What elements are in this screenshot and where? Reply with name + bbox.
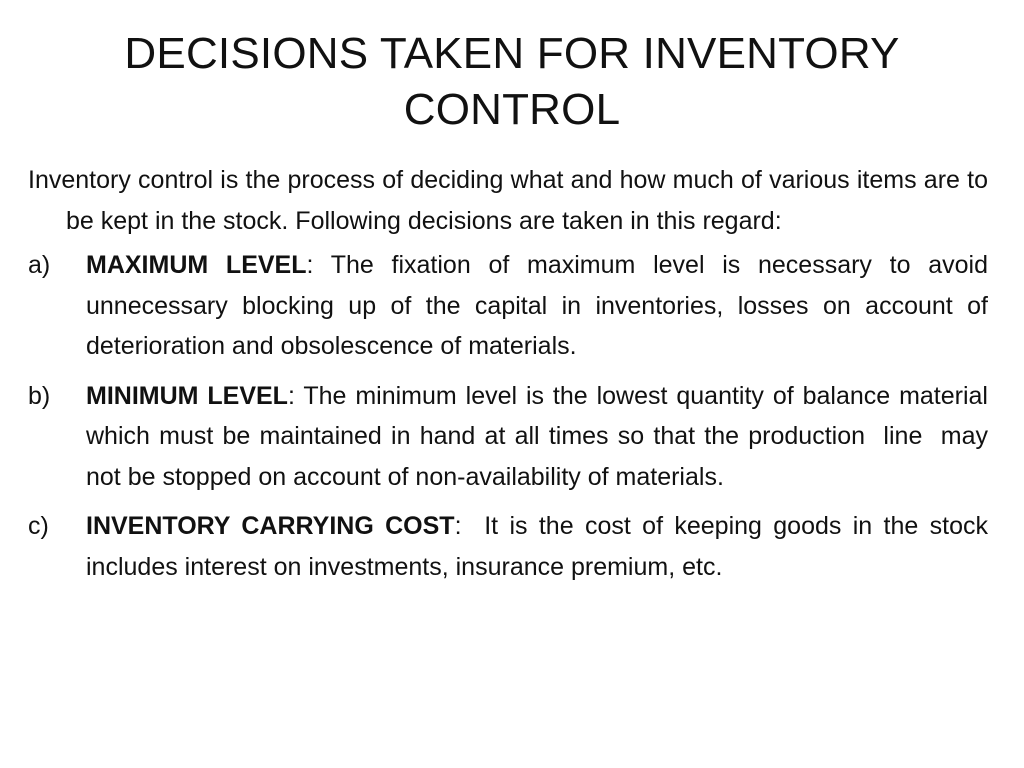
item-description: The minimum level is the lowest quantity of balance material which must be maintained in hand at all times so that the production line may not be stopped on account of non-availability of materials. [86,381,995,491]
list-marker: b) [28,381,51,410]
slide-title: DECISIONS TAKEN FOR INVENTORY CONTROL [124,29,900,134]
list-item-maximum-level [28,245,988,367]
list-marker: c) [28,512,49,540]
list-item-text [86,506,995,587]
item-description: The fixation of maximum level is necessary to avoid unnecessary blocking up of the capital in inventories, losses on account of deterioration and obsolescence of materials. [86,251,988,360]
term-separator: : [287,381,295,410]
slide-body [28,160,995,596]
item-description: It is the cost of keeping goods in the stock includes interest on investments, insurance premium, etc. [86,512,995,581]
list-marker: a) [28,251,51,279]
intro-paragraph: Inventory control is the process of deciding what and how much of various items are to be kept in the stock. Following decisions are taken in this regard: [28,166,988,235]
term-separator: : [454,512,462,540]
list-item-text [86,245,988,367]
term-separator: : [306,251,314,279]
list-item-text [86,376,995,498]
term-label: INVENTORY CARRYING COST [86,512,455,540]
list-item-minimum-level [28,376,995,498]
list-item-inventory-carrying-cost [28,506,995,587]
term-label: MAXIMUM LEVEL [86,251,307,279]
term-label: MINIMUM LEVEL [86,381,288,410]
